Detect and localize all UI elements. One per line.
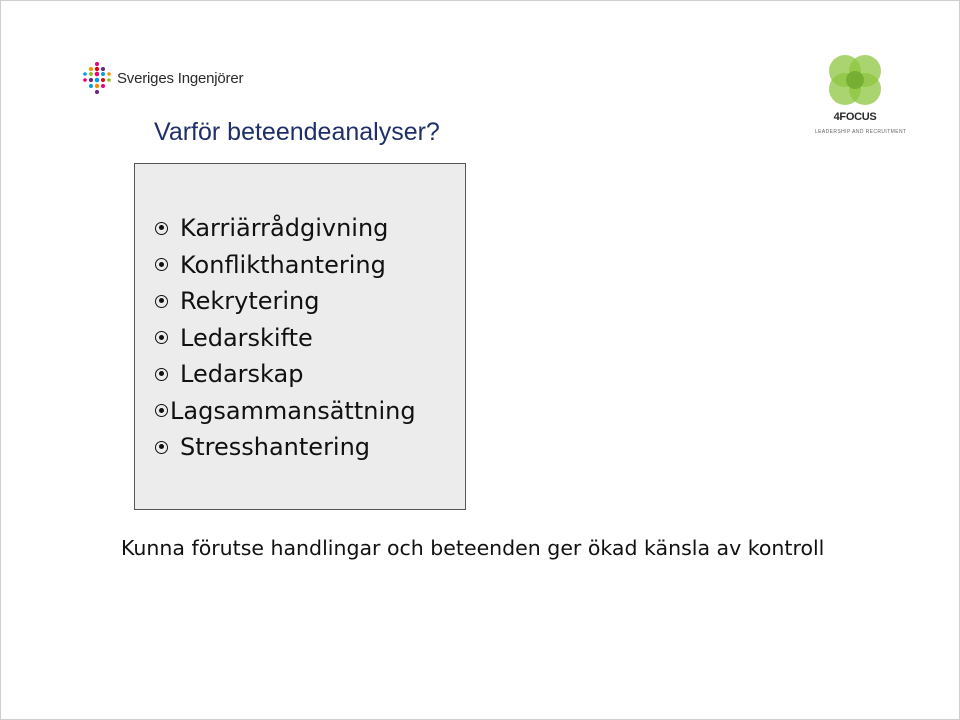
4focus-logo (815, 51, 907, 147)
circle-bullet-icon (155, 441, 168, 454)
circle-bullet-icon (155, 295, 168, 308)
overlapping-circles-icon (823, 51, 887, 109)
topic-label: Rekrytering (180, 287, 320, 316)
topic-item (155, 393, 416, 430)
sveriges-ingenjorer-wordmark: Sveriges Ingenjörer (117, 69, 244, 87)
circle-bullet-icon (155, 331, 168, 344)
topic-label: Ledarskap (180, 360, 304, 389)
topic-item (155, 320, 416, 357)
circle-bullet-icon (155, 404, 168, 417)
sveriges-ingenjorer-logo (81, 61, 243, 95)
circle-bullet-icon (155, 222, 168, 235)
topic-list (155, 210, 416, 466)
topic-label: Lagsammansättning (170, 396, 416, 425)
circle-bullet-icon (155, 368, 168, 381)
topic-label: Stresshantering (180, 433, 371, 462)
topic-item (155, 210, 416, 247)
topic-label: Ledarskifte (180, 323, 313, 352)
4focus-tagline: LEADERSHIP AND RECRUITMENT (815, 129, 907, 135)
summary-statement: Kunna förutse handlingar och beteenden ger ökad känsla av kontroll (121, 536, 825, 560)
topic-item (155, 247, 416, 284)
topic-box (134, 163, 466, 510)
topic-item (155, 283, 416, 320)
topic-label: Konflikthantering (180, 250, 386, 279)
4focus-wordmark: 4FOCUS (833, 111, 877, 123)
topic-item (155, 429, 416, 466)
topic-label: Karriärrådgivning (180, 214, 389, 243)
topic-item (155, 356, 416, 393)
circle-bullet-icon (155, 258, 168, 271)
dot-grid-icon (81, 61, 113, 95)
slide-title: Varför beteendeanalyser? (154, 118, 440, 146)
